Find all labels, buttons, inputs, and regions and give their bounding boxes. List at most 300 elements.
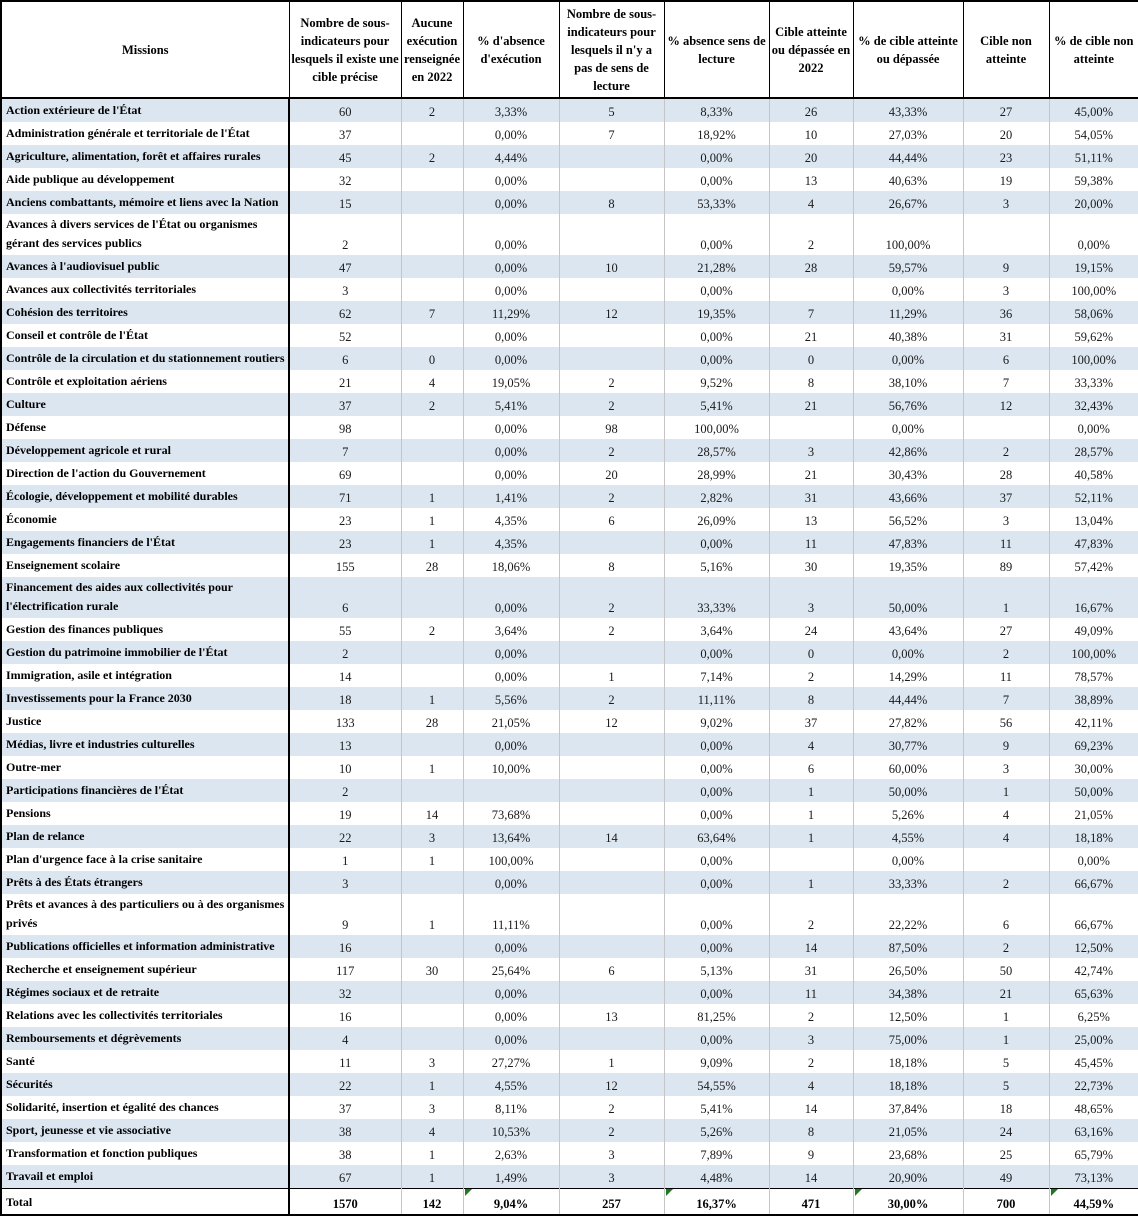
cell-text: 20 — [999, 128, 1013, 142]
cell-text: 19,15% — [1074, 261, 1114, 275]
cell-text: 26,67% — [888, 197, 928, 211]
value-cell — [664, 687, 769, 710]
cell-text: 27,03% — [888, 128, 928, 142]
value-cell — [769, 278, 853, 301]
value-cell — [401, 779, 463, 802]
value-cell — [463, 416, 559, 439]
value-cell — [664, 1004, 769, 1027]
cell-text: 2 — [608, 491, 615, 505]
cell-text: 27,27% — [491, 1056, 531, 1070]
column-header-0: Missions — [1, 1, 289, 98]
table-row — [1, 825, 1138, 848]
cell-text: 10 — [339, 762, 352, 776]
cell-text: 38 — [339, 1125, 352, 1139]
cell-text: 1 — [428, 762, 436, 776]
value-cell — [963, 301, 1049, 324]
cell-text: 9 — [342, 918, 349, 932]
cell-text: 38,10% — [888, 376, 928, 390]
cell-text: 71 — [339, 491, 352, 505]
cell-text: 28 — [425, 560, 439, 574]
value-cell — [463, 871, 559, 894]
cell-text: 0,00% — [494, 174, 528, 188]
value-cell — [963, 958, 1049, 981]
value-cell — [769, 347, 853, 370]
value-cell — [559, 958, 664, 981]
value-cell — [1049, 278, 1138, 301]
mission-name: Contrôle et exploitation aériens — [1, 370, 289, 393]
cell-text: 2 — [1002, 941, 1010, 955]
value-cell — [963, 1165, 1049, 1189]
cell-text: 15 — [339, 197, 352, 211]
cell-text: 1 — [428, 693, 436, 707]
mission-name: Solidarité, insertion et égalité des chances — [1, 1096, 289, 1119]
cell-text: 7 — [1002, 376, 1010, 390]
cell-text: 10 — [605, 261, 618, 275]
value-cell — [289, 664, 401, 687]
value-cell — [401, 848, 463, 871]
cell-text: 0,00% — [1077, 238, 1110, 252]
cell-text: 13,04% — [1074, 514, 1114, 528]
value-cell — [559, 1119, 664, 1142]
cell-text: 5 — [608, 105, 615, 119]
cell-text: 4 — [1002, 831, 1010, 845]
cell-text: 5,26% — [891, 808, 925, 822]
mission-name: Plan d'urgence face à la crise sanitaire — [1, 848, 289, 871]
value-cell — [664, 1165, 769, 1189]
cell-text: 3,33% — [494, 105, 528, 119]
value-cell — [963, 370, 1049, 393]
value-cell — [463, 462, 559, 485]
value-cell — [853, 756, 963, 779]
cell-text: 69 — [339, 468, 352, 482]
cell-text: 0,00% — [700, 330, 733, 344]
cell-text: 19,35% — [697, 307, 736, 321]
cell-text: 44,44% — [888, 693, 928, 707]
mission-name: Cohésion des territoires — [1, 301, 289, 324]
cell-text: 50 — [999, 964, 1013, 978]
value-cell — [769, 214, 853, 255]
value-cell — [664, 554, 769, 577]
value-cell — [853, 462, 963, 485]
value-cell — [853, 554, 963, 577]
cell-text: 7,89% — [700, 1148, 733, 1162]
value-cell — [401, 981, 463, 1004]
value-cell — [769, 848, 853, 871]
cell-text: 2 — [1002, 445, 1010, 459]
value-cell — [289, 324, 401, 347]
cell-text: 0,00% — [700, 785, 733, 799]
value-cell — [289, 981, 401, 1004]
cell-text: 100,00% — [1071, 647, 1117, 661]
cell-text: 18,18% — [1074, 831, 1114, 845]
value-cell — [289, 871, 401, 894]
cell-text: 63,16% — [1074, 1125, 1114, 1139]
cell-text: 27 — [999, 624, 1013, 638]
value-cell — [769, 641, 853, 664]
value-cell — [559, 1004, 664, 1027]
cell-text: 38,89% — [1074, 693, 1114, 707]
value-cell — [1049, 618, 1138, 641]
value-cell — [289, 214, 401, 255]
cell-text: 5,41% — [494, 399, 528, 413]
value-cell — [664, 1096, 769, 1119]
cell-text: 19,05% — [491, 376, 531, 390]
value-cell — [769, 462, 853, 485]
value-cell — [401, 347, 463, 370]
cell-text: 0 — [807, 353, 815, 367]
value-cell — [463, 958, 559, 981]
value-cell — [463, 1142, 559, 1165]
cell-text: 98 — [605, 422, 618, 436]
cell-text: 21 — [804, 468, 818, 482]
cell-text: 6 — [608, 964, 615, 978]
value-cell — [1049, 370, 1138, 393]
cell-text: 9,09% — [700, 1056, 733, 1070]
table-body — [1, 98, 1138, 1215]
cell-text: 4,35% — [494, 514, 528, 528]
value-cell — [289, 370, 401, 393]
cell-text: 8,11% — [495, 1102, 527, 1116]
value-cell — [463, 1004, 559, 1027]
cell-text: 12,50% — [888, 1010, 928, 1024]
cell-text: 37 — [999, 491, 1013, 505]
value-cell — [769, 122, 853, 145]
cell-text: 3,64% — [494, 624, 528, 638]
value-cell — [289, 577, 401, 618]
cell-text: 22,73% — [1074, 1079, 1114, 1093]
cell-text: 8 — [608, 197, 615, 211]
value-cell — [401, 664, 463, 687]
value-cell — [769, 733, 853, 756]
value-cell — [1049, 393, 1138, 416]
value-cell — [559, 214, 664, 255]
cell-text: 56,52% — [888, 514, 928, 528]
cell-text: 4 — [807, 197, 815, 211]
value-cell — [1049, 347, 1138, 370]
value-cell — [963, 462, 1049, 485]
cell-text: 0,00% — [700, 151, 733, 165]
excel-error-flag-icon — [1051, 1189, 1058, 1196]
cell-text: 0,00% — [494, 1033, 528, 1047]
value-cell — [769, 825, 853, 848]
cell-text: 4 — [807, 739, 815, 753]
cell-text: 100,00% — [885, 238, 931, 252]
value-cell — [664, 191, 769, 214]
value-cell — [769, 191, 853, 214]
cell-text: 56 — [999, 716, 1013, 730]
value-cell — [559, 779, 664, 802]
mission-name: Justice — [1, 710, 289, 733]
value-cell — [664, 168, 769, 191]
value-cell — [963, 1073, 1049, 1096]
value-cell — [963, 122, 1049, 145]
cell-text: 4 — [428, 1125, 436, 1139]
value-cell — [1049, 664, 1138, 687]
cell-text: 10 — [804, 128, 818, 142]
mission-name: Immigration, asile et intégration — [1, 664, 289, 687]
value-cell — [1049, 324, 1138, 347]
value-cell — [963, 1119, 1049, 1142]
cell-text: 1 — [807, 785, 815, 799]
cell-text: 100,00% — [488, 854, 534, 868]
table-row — [1, 508, 1138, 531]
cell-text: 23 — [339, 514, 352, 528]
value-cell — [853, 393, 963, 416]
value-cell — [559, 122, 664, 145]
value-cell — [769, 416, 853, 439]
cell-text: 23 — [339, 537, 352, 551]
cell-text: 1 — [428, 1171, 436, 1185]
cell-text: 3 — [1002, 514, 1010, 528]
cell-text: 52 — [339, 330, 352, 344]
value-cell — [1049, 687, 1138, 710]
value-cell — [1049, 802, 1138, 825]
value-cell — [853, 145, 963, 168]
value-cell — [963, 894, 1049, 935]
value-cell — [1049, 1165, 1138, 1189]
cell-text: 54,55% — [697, 1079, 736, 1093]
cell-text: 33,33% — [1074, 376, 1114, 390]
cell-text: 4,35% — [494, 537, 528, 551]
value-cell — [664, 958, 769, 981]
value-cell — [463, 168, 559, 191]
cell-text: 4,55% — [891, 831, 925, 845]
value-cell — [289, 710, 401, 733]
value-cell — [401, 1050, 463, 1073]
value-cell — [401, 825, 463, 848]
cell-text: 59,57% — [888, 261, 928, 275]
cell-text: 1 — [1002, 1010, 1010, 1024]
value-cell — [853, 1142, 963, 1165]
value-cell — [289, 462, 401, 485]
table-row — [1, 485, 1138, 508]
cell-text: 6 — [608, 514, 615, 528]
value-cell — [769, 779, 853, 802]
value-cell — [769, 145, 853, 168]
value-cell — [289, 301, 401, 324]
value-cell — [401, 733, 463, 756]
cell-text: 98 — [339, 422, 352, 436]
value-cell — [289, 825, 401, 848]
value-cell — [769, 981, 853, 1004]
value-cell — [559, 191, 664, 214]
value-cell — [853, 958, 963, 981]
cell-text: 3 — [1002, 284, 1010, 298]
value-cell — [853, 981, 963, 1004]
value-cell — [401, 554, 463, 577]
value-cell — [463, 756, 559, 779]
excel-error-flag-icon — [855, 1189, 862, 1196]
cell-text: 45,00% — [1074, 105, 1114, 119]
value-cell — [289, 1004, 401, 1027]
value-cell — [963, 324, 1049, 347]
cell-text: 1 — [428, 854, 436, 868]
cell-text: 24 — [804, 624, 818, 638]
cell-text: 2 — [807, 238, 815, 252]
value-cell — [664, 779, 769, 802]
cell-text: 52,11% — [1074, 491, 1113, 505]
value-cell — [769, 577, 853, 618]
cell-text: 155 — [335, 560, 355, 574]
cell-text: 0,00% — [891, 284, 925, 298]
value-cell — [463, 1165, 559, 1189]
value-cell — [401, 122, 463, 145]
cell-text: 6 — [807, 762, 815, 776]
cell-text: 8 — [807, 693, 815, 707]
value-cell — [853, 825, 963, 848]
mission-name: Remboursements et dégrèvements — [1, 1027, 289, 1050]
value-cell — [559, 324, 664, 347]
value-cell — [853, 255, 963, 278]
cell-text: 45 — [339, 151, 352, 165]
value-cell — [769, 710, 853, 733]
cell-text: 26,09% — [697, 514, 736, 528]
cell-text: 49 — [999, 1171, 1013, 1185]
value-cell — [559, 531, 664, 554]
value-cell — [853, 1027, 963, 1050]
cell-text: 28 — [804, 261, 818, 275]
cell-text: 13 — [605, 1010, 618, 1024]
table-row — [1, 324, 1138, 347]
cell-text: 2 — [608, 1102, 615, 1116]
excel-error-flag-icon — [666, 1189, 673, 1196]
cell-text: 1,49% — [494, 1171, 528, 1185]
value-cell — [853, 1096, 963, 1119]
cell-text: 37 — [804, 716, 818, 730]
cell-text: 6 — [1002, 353, 1010, 367]
value-cell — [963, 1004, 1049, 1027]
value-cell — [559, 1096, 664, 1119]
cell-text: 20,90% — [888, 1171, 928, 1185]
cell-text: 19 — [339, 808, 352, 822]
value-cell — [1049, 848, 1138, 871]
value-cell — [664, 981, 769, 1004]
cell-text: 5,56% — [494, 693, 528, 707]
value-cell — [963, 1142, 1049, 1165]
cell-text: 0,00% — [494, 330, 528, 344]
value-cell — [1049, 1142, 1138, 1165]
value-cell — [664, 935, 769, 958]
cell-text: 14,29% — [888, 670, 928, 684]
value-cell — [289, 1119, 401, 1142]
mission-name: Avances aux collectivités territoriales — [1, 278, 289, 301]
cell-text: 471 — [801, 1197, 821, 1211]
column-header-9: % de cible non atteinte — [1049, 1, 1138, 98]
cell-text: 43,66% — [888, 491, 928, 505]
cell-text: 65,79% — [1074, 1148, 1114, 1162]
value-cell — [401, 98, 463, 122]
value-cell — [289, 894, 401, 935]
cell-text: 2 — [342, 647, 349, 661]
cell-text: 12,50% — [1074, 941, 1114, 955]
value-cell — [853, 278, 963, 301]
cell-text: 11,29% — [888, 307, 928, 321]
cell-text: 100,00% — [694, 422, 739, 436]
cell-text: 2 — [428, 624, 436, 638]
cell-text: 2 — [807, 918, 815, 932]
cell-text: 3 — [608, 1171, 615, 1185]
cell-text: 16 — [339, 1010, 352, 1024]
table-row — [1, 301, 1138, 324]
table-row — [1, 871, 1138, 894]
value-cell — [559, 1073, 664, 1096]
cell-text: 59,62% — [1074, 330, 1114, 344]
cell-text: 1 — [807, 831, 815, 845]
cell-text: 10,53% — [491, 1125, 531, 1139]
cell-text: 13 — [804, 174, 818, 188]
value-cell — [963, 641, 1049, 664]
mission-name: Contrôle de la circulation et du stationnement routiers — [1, 347, 289, 370]
value-cell — [401, 301, 463, 324]
cell-text: 26,50% — [888, 964, 928, 978]
cell-text: 4,44% — [494, 151, 528, 165]
cell-text: 0 — [807, 647, 815, 661]
value-cell — [463, 122, 559, 145]
value-cell — [463, 145, 559, 168]
table-row — [1, 894, 1138, 935]
mission-name: Pensions — [1, 802, 289, 825]
mission-name: Publications officielles et information administrative — [1, 935, 289, 958]
value-cell — [1049, 1096, 1138, 1119]
value-cell — [1049, 779, 1138, 802]
value-cell — [963, 255, 1049, 278]
cell-text: 2 — [608, 693, 615, 707]
cell-text: 75,00% — [888, 1033, 928, 1047]
value-cell — [559, 687, 664, 710]
value-cell — [463, 347, 559, 370]
cell-text: 1 — [608, 670, 615, 684]
value-cell — [289, 1189, 401, 1216]
cell-text: 0,00% — [700, 808, 733, 822]
cell-text: 1,41% — [494, 491, 528, 505]
cell-text: 23 — [999, 151, 1013, 165]
mission-name: Gestion des finances publiques — [1, 618, 289, 641]
cell-text: 47,83% — [1074, 537, 1114, 551]
table-row — [1, 531, 1138, 554]
cell-text: 32 — [339, 174, 352, 188]
cell-text: 63,64% — [697, 831, 736, 845]
value-cell — [664, 1073, 769, 1096]
cell-text: 0,00% — [700, 284, 733, 298]
cell-text: 11 — [999, 670, 1013, 684]
value-cell — [1049, 462, 1138, 485]
table-row — [1, 370, 1138, 393]
cell-text: 69,23% — [1074, 739, 1114, 753]
cell-text: 4,48% — [700, 1171, 733, 1185]
value-cell — [853, 710, 963, 733]
mission-name: Transformation et fonction publiques — [1, 1142, 289, 1165]
cell-text: 9 — [1002, 739, 1010, 753]
value-cell — [853, 370, 963, 393]
value-cell — [769, 531, 853, 554]
value-cell — [289, 1027, 401, 1050]
cell-text: 21,05% — [888, 1125, 928, 1139]
cell-text: 0,00% — [891, 854, 925, 868]
table-row — [1, 416, 1138, 439]
cell-text: 36 — [999, 307, 1013, 321]
value-cell — [559, 98, 664, 122]
cell-text: 37,84% — [888, 1102, 928, 1116]
cell-text: 67 — [339, 1171, 352, 1185]
table-row — [1, 255, 1138, 278]
value-cell — [463, 214, 559, 255]
cell-text: 2,63% — [494, 1148, 528, 1162]
value-cell — [664, 577, 769, 618]
value-cell — [559, 416, 664, 439]
value-cell — [559, 825, 664, 848]
value-cell — [1049, 554, 1138, 577]
table-row — [1, 1027, 1138, 1050]
